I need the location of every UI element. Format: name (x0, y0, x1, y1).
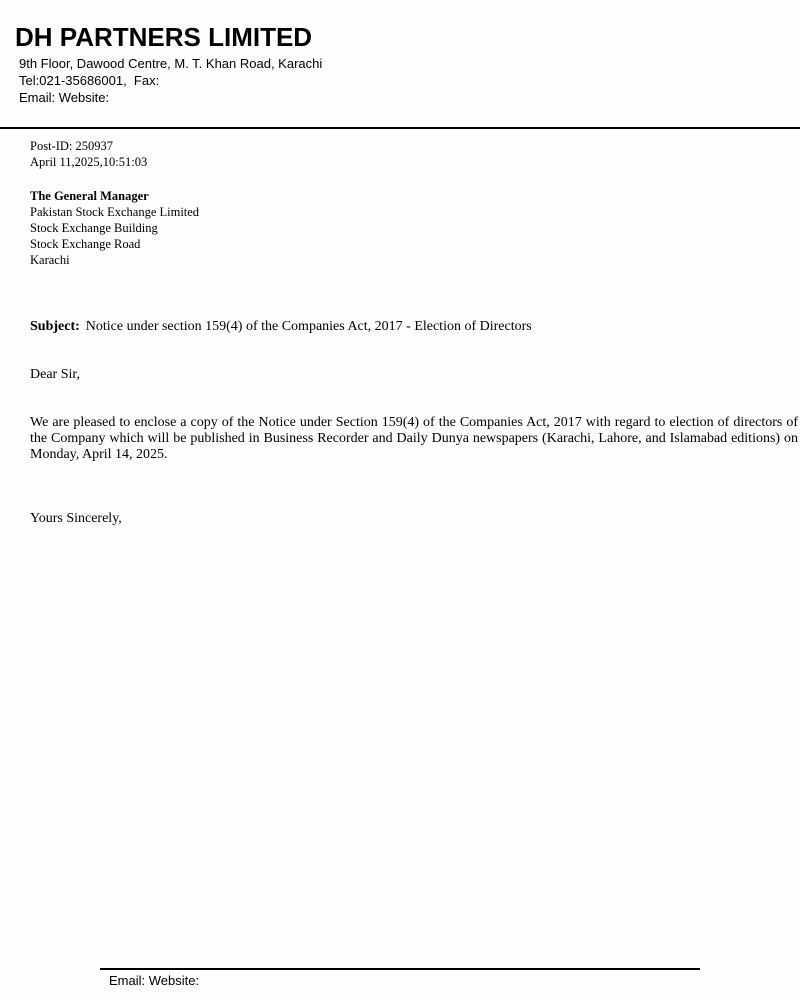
subject-line (30, 319, 532, 335)
recipient-title: The General Manager (30, 189, 149, 203)
recipient-address-line: Pakistan Stock Exchange Limited (30, 205, 200, 219)
post-date: April 11,2025,10:51:03 (30, 155, 148, 169)
subject-text: Notice under section 159(4) of the Companies Act, 2017 - Election of Directors (85, 319, 532, 334)
recipient-address-line: Stock Exchange Building (30, 221, 158, 235)
header-divider (0, 127, 800, 129)
company-name: DH PARTNERS LIMITED (15, 22, 313, 52)
salutation: Dear Sir, (30, 367, 80, 382)
post-id: Post-ID: 250937 (30, 139, 113, 153)
footer-divider (100, 968, 700, 970)
footer-email-website: Email: Website: (109, 973, 200, 988)
recipient-address-line: Stock Exchange Road (30, 237, 141, 251)
closing: Yours Sincerely, (30, 511, 122, 526)
subject-label: Subject: (30, 319, 80, 334)
body-paragraph: We are pleased to enclose a copy of the Notice under Section 159(4) of the Companies Act, 2017 with regard to election of directors of the Company which will be published in Business Recorder and Daily Dunya newspapers (Karachi, Lahore, and Islamabad editions) on Monday, April 14, 2025. (30, 415, 798, 462)
recipient-address-line: Karachi (30, 253, 70, 267)
company-address: 9th Floor, Dawood Centre, M. T. Khan Road, Karachi (19, 56, 323, 71)
company-phone-fax: Tel:021-35686001, Fax: (19, 73, 160, 88)
company-email-website: Email: Website: (19, 90, 110, 105)
